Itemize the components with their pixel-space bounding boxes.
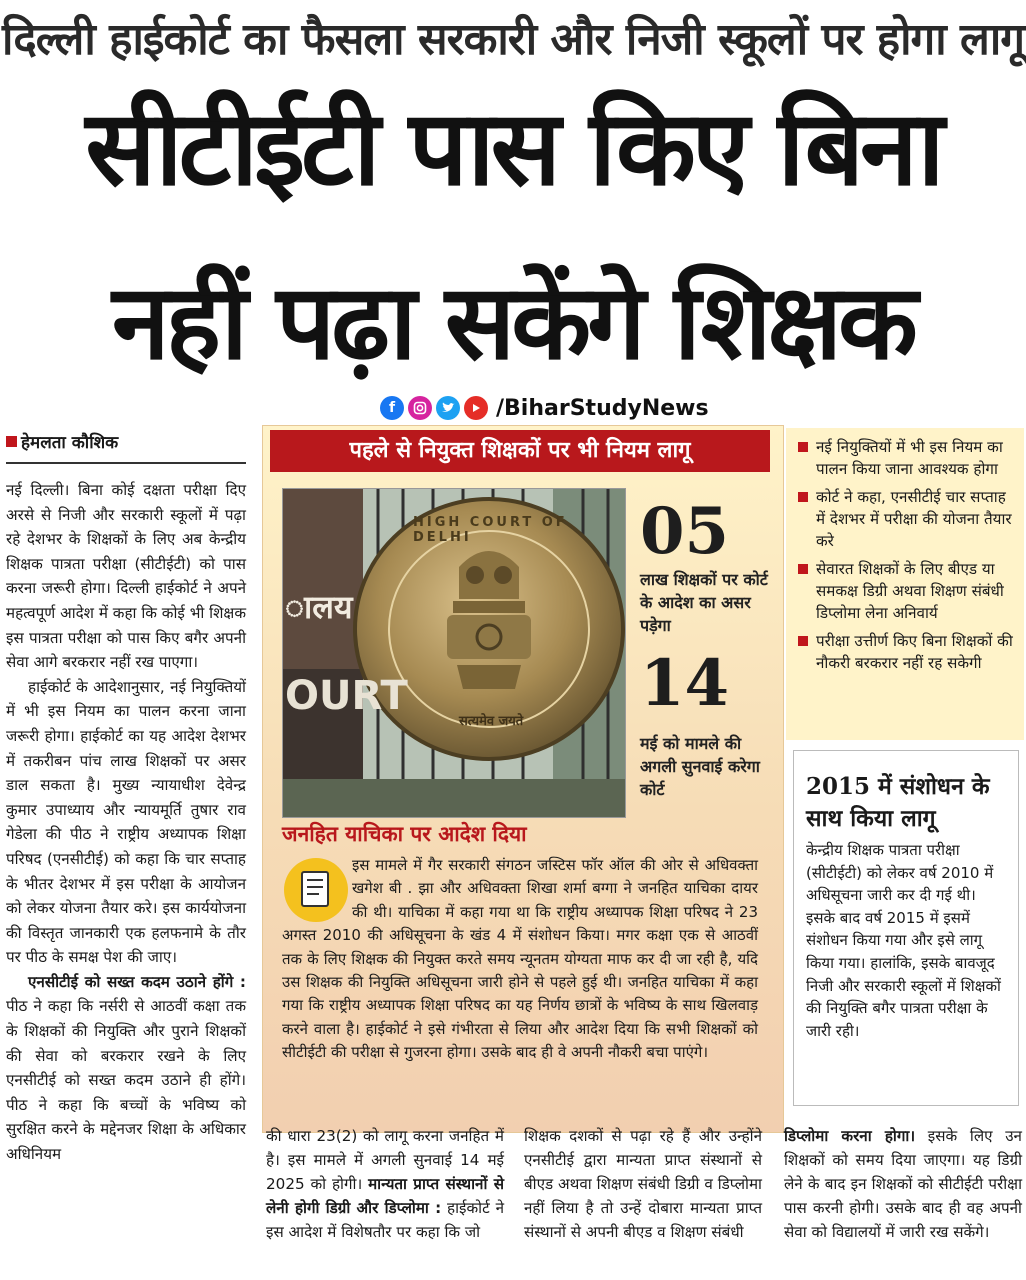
paragraph-1: नई दिल्ली। बिना कोई दक्षता परीक्षा दिए अरसे से निजी और सरकारी स्कूलों में पढ़ा रहे देशभर के शिक्षकों के लिए अब केन्द्रीय शिक्षक पात्रता परीक्षा (सीटीईटी) को पास करना जरूरी होगा। दिल्ली हाईकोर्ट ने अपने महत्वपूर्ण आदेश में कहा कि कोई भी शिक्षक इस पात्रता परीक्षा को पास किए बगैर अपनी सेवा आगे बरकरार नहीं रख पाएगा। <box>6 481 246 672</box>
emblem-text-top: HIGH COURT OF DELHI <box>413 515 568 545</box>
bullet-marker <box>798 636 808 646</box>
side-point: परीक्षा उत्तीर्ण किए बिना शिक्षकों की नौकरी बरकरार नहीं रह सकेगी <box>794 630 1016 674</box>
bullet-marker <box>798 492 808 502</box>
left-column <box>6 478 246 1167</box>
byline <box>6 430 118 453</box>
side-point: कोर्ट ने कहा, एनसीटीई चार सप्ताह में देशभर में परीक्षा की योजना तैयार करे <box>794 486 1016 552</box>
subhead-ncte: एनसीटीई को सख्त कदम उठाने होंगे : <box>28 972 246 991</box>
bottom-col4-bold: डिप्लोमा करना होगा। <box>784 1127 916 1145</box>
stat-2-number: 14 <box>640 646 730 721</box>
social-handles <box>380 392 709 424</box>
stat-1-text: लाख शिक्षकों पर कोर्ट के आदेश का असर पड़ेगा <box>640 570 768 635</box>
author-name: हेमलता कौशिक <box>21 433 119 453</box>
petition-body: इस मामले में गैर सरकारी संगठन जस्टिस फॉर ऑल की ओर से अधिवक्ता खगेश बी . झा और अधिवक्ता शिखा शर्मा बग्गा ने जनहित याचिका दायर की थी। याचिका में कहा गया था कि राष्ट्रीय अध्यापक शिक्षा परिषद ने 23 अगस्त 2010 की अधिसूचना के खंड 4 में संशोधन किया। मगर कक्षा एक से आठवीं तक के लिए शिक्षक की नियुक्त करते समय न्यूनतम योग्यता माफ कर दी जा रही है, यदि उस शिक्षक की नियुक्ति अधिसूचना जारी होने से पहले हुई थी। जनहित याचिका में कहा गया कि राष्ट्रीय अध्यापक शिक्षा परिषद का यह निर्णय छात्रों के भविष्य के साथ खिलवाड़ करने वाला है। हाईकोर्ट ने इसे गंभीरता से लिया और आदेश दिया कि सभी शिक्षकों को सीटीईटी की परीक्षा से गुजरना होगा। उसके बाद ही वे अपनी नौकरी बचा पाएंगे। <box>282 856 758 1062</box>
info-box-title: 2015 में संशोधन के साथ किया लागू <box>806 773 990 832</box>
kicker-headline: दिल्ली हाईकोर्ट का फैसला सरकारी और निजी स्कूलों पर होगा लागू <box>1 14 1025 65</box>
instagram-icon[interactable] <box>408 396 432 420</box>
bottom-col4-text: इसके लिए उन शिक्षकों को समय दिया जाएगा। यह डिग्री लेने के बाद इन शिक्षकों को सीटीईटी परीक्षा पास करनी होगी। उसके बाद ही वह अपनी सेवा को विद्यालयों में जारी रख सकेंगे। <box>784 1127 1022 1241</box>
byline-divider <box>6 462 246 464</box>
side-point: सेवारत शिक्षकों के लिए बीएड या समकक्ष डिग्री अथवा शिक्षण संबंधी डिप्लोमा लेना अनिवार्य <box>794 558 1016 624</box>
facebook-icon[interactable]: f <box>380 396 404 420</box>
amendment-info-box <box>793 750 1019 1106</box>
bottom-col2-text: की धारा 23(2) को लागू करना जनहित में है। इस मामले में अगली सुनवाई 14 मई 2025 को होगी। <box>266 1127 504 1193</box>
petition-heading: जनहित याचिका पर आदेश दिया <box>282 822 527 846</box>
headline-line-2: नहीं पढ़ा सकेंगे शिक्षक <box>112 261 914 383</box>
centre-banner: पहले से नियुक्त शिक्षकों पर भी नियम लागू <box>270 430 770 472</box>
bottom-column-4 <box>784 1124 1022 1244</box>
bottom-column-2 <box>266 1124 504 1244</box>
bullet-marker <box>798 442 808 452</box>
social-handle-text: /BiharStudyNews <box>496 395 709 421</box>
youtube-icon[interactable] <box>464 396 488 420</box>
twitter-icon[interactable] <box>436 396 460 420</box>
wall-text-1: ालय <box>285 588 353 626</box>
petition-text <box>282 854 758 1065</box>
stat-1-number: 05 <box>640 494 730 569</box>
bottom-col2-text2: हाईकोर्ट ने इस आदेश में विशेषतौर पर कहा कि जो <box>266 1199 505 1241</box>
paragraph-3: पीठ ने कहा कि नर्सरी से आठवीं कक्षा तक के शिक्षकों की नियुक्ति और पुराने शिक्षकों की सेवा को बरकरार रखने के लिए एनसीटीई को सख्त कदम उठाने ही होंगे। पीठ ने कहा कि बच्चों के भविष्य को सुरक्षित करने के मद्देनजर शिक्षा के अधिकार अधिनियम <box>6 997 246 1164</box>
court-emblem-photo <box>282 488 626 818</box>
side-bullet-list <box>786 428 1024 740</box>
wall-text-2: OURT <box>285 673 408 719</box>
bottom-column-3: शिक्षक दशकों से पढ़ा रहे हैं और उन्होंने एनसीटीई द्वारा मान्यता प्राप्त संस्थानों से बीएड अथवा शिक्षण संबंधी डिग्री व डिप्लोमा नहीं लिया है तो उन्हें दोबारा मान्यता प्राप्त संस्थानों से अपनी बीएड व शिक्षण संबंधी <box>524 1127 762 1241</box>
subhead-degree: मान्यता प्राप्त संस्थानों से लेनी होगी डिग्री और डिप्लोमा : <box>266 1175 505 1217</box>
stat-2-text: मई को मामले की अगली सुनवाई करेगा कोर्ट <box>640 734 760 799</box>
emblem-motto: सत्यमेव जयते <box>459 714 524 729</box>
byline-marker <box>6 436 17 447</box>
side-point: नई नियुक्तियों में भी इस नियम का पालन किया जाना आवश्यक होगा <box>794 436 1016 480</box>
paragraph-2: हाईकोर्ट के आदेशानुसार, नई नियुक्तियों में भी इस नियम का पालन करना जाना जरूरी होगा। हाईकोर्ट का यह आदेश देशभर में तकरीबन पांच लाख शिक्षकों पर असर डाल सकता है। मुख्य न्यायाधीश देवेन्द्र कुमार उपाध्याय और न्यायमूर्ति तुषार राव गेडेला की पीठ ने राष्ट्रीय अध्यापक शिक्षा परिषद (एनसीटीई) को कहा कि चार सप्ताह के भीतर देशभर में इस परीक्षा के आयोजन को लेकर योजना तैयार करे। इस कार्ययोजना की विस्तृत जानकारी एक हलफनामे के तौर पर पीठ के समक्ष पेश की जाए। <box>6 677 246 967</box>
headline-line-1: सीटीईटी पास किए बिना <box>85 87 941 209</box>
bullet-marker <box>798 564 808 574</box>
info-box-body: केन्द्रीय शिक्षक पात्रता परीक्षा (सीटीईटी) को लेकर वर्ष 2010 में अधिसूचना जारी कर दी गई थी। इसके बाद वर्ष 2015 में इसमें संशोधन किया गया और इसे लागू किया गया। हालांकि, इसके बावजूद निजी और सरकारी स्कूलों में शिक्षकों की नियुक्ति बगैर पात्रता परीक्षा के जारी रही। <box>806 841 1001 1040</box>
